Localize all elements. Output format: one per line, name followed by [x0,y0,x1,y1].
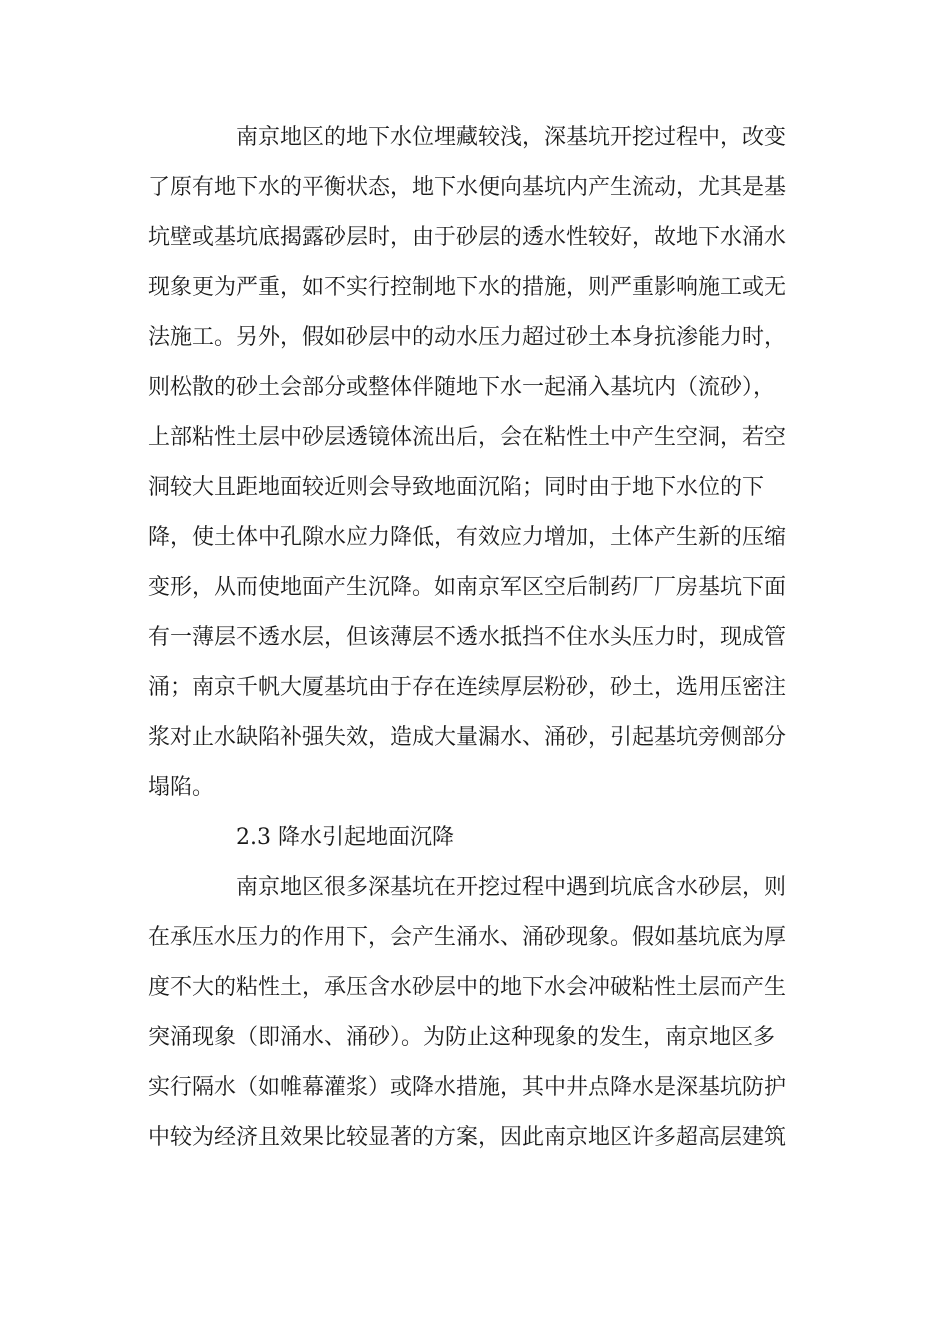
paragraph-1-line: 了原有地下水的平衡状态，地下水便向基坑内产生流动，尤其是基 [148,175,787,200]
paragraph-2-line: 实行隔水（如帷幕灌浆）或降水措施，其中井点降水是深基坑防护 [148,1075,787,1100]
paragraph-1-line: 洞较大且距地面较近则会导致地面沉陷；同时由于地下水位的下 [148,475,765,500]
paragraph-1-line: 降，使土体中孔隙水应力降低，有效应力增加，土体产生新的压缩 [148,525,787,550]
paragraph-2-line: 在承压水压力的作用下，会产生涌水、涌砂现象。假如基坑底为厚 [148,925,787,950]
paragraph-2-line: 南京地区很多深基坑在开挖过程中遇到坑底含水砂层，则 [236,875,787,900]
paragraph-1-line: 则松散的砂土会部分或整体伴随地下水一起涌入基坑内（流砂）， [148,375,776,400]
paragraph-1-line: 塌陷。 [148,775,215,800]
paragraph-1-line: 涌；南京千帆大厦基坑由于存在连续厚层粉砂，砂土，选用压密注 [148,675,787,700]
paragraph-2-line: 中较为经济且效果比较显著的方案，因此南京地区许多超高层建筑 [148,1125,787,1150]
paragraph-1-line: 浆对止水缺陷补强失效，造成大量漏水、涌砂，引起基坑旁侧部分 [148,725,787,750]
paragraph-1-line: 现象更为严重，如不实行控制地下水的措施，则严重影响施工或无 [148,275,787,300]
section-heading: 2.3 降水引起地面沉降 [236,825,454,850]
paragraph-1-line: 上部粘性土层中砂层透镜体流出后，会在粘性土中产生空洞，若空 [148,425,787,450]
paragraph-2-line: 度不大的粘性土，承压含水砂层中的地下水会冲破粘性土层而产生 [148,975,787,1000]
paragraph-1-line: 坑壁或基坑底揭露砂层时，由于砂层的透水性较好，故地下水涌水 [148,225,787,250]
paragraph-1-line: 南京地区的地下水位埋藏较浅，深基坑开挖过程中，改变 [236,125,787,150]
paragraph-1-line: 变形，从而使地面产生沉降。如南京军区空后制药厂厂房基坑下面 [148,575,787,600]
paragraph-1-line: 法施工。另外，假如砂层中的动水压力超过砂土本身抗渗能力时， [148,325,787,350]
paragraph-2-line: 突涌现象（即涌水、涌砂）。为防止这种现象的发生，南京地区多 [148,1025,776,1050]
paragraph-1-line: 有一薄层不透水层，但该薄层不透水抵挡不住水头压力时，现成管 [148,625,787,650]
